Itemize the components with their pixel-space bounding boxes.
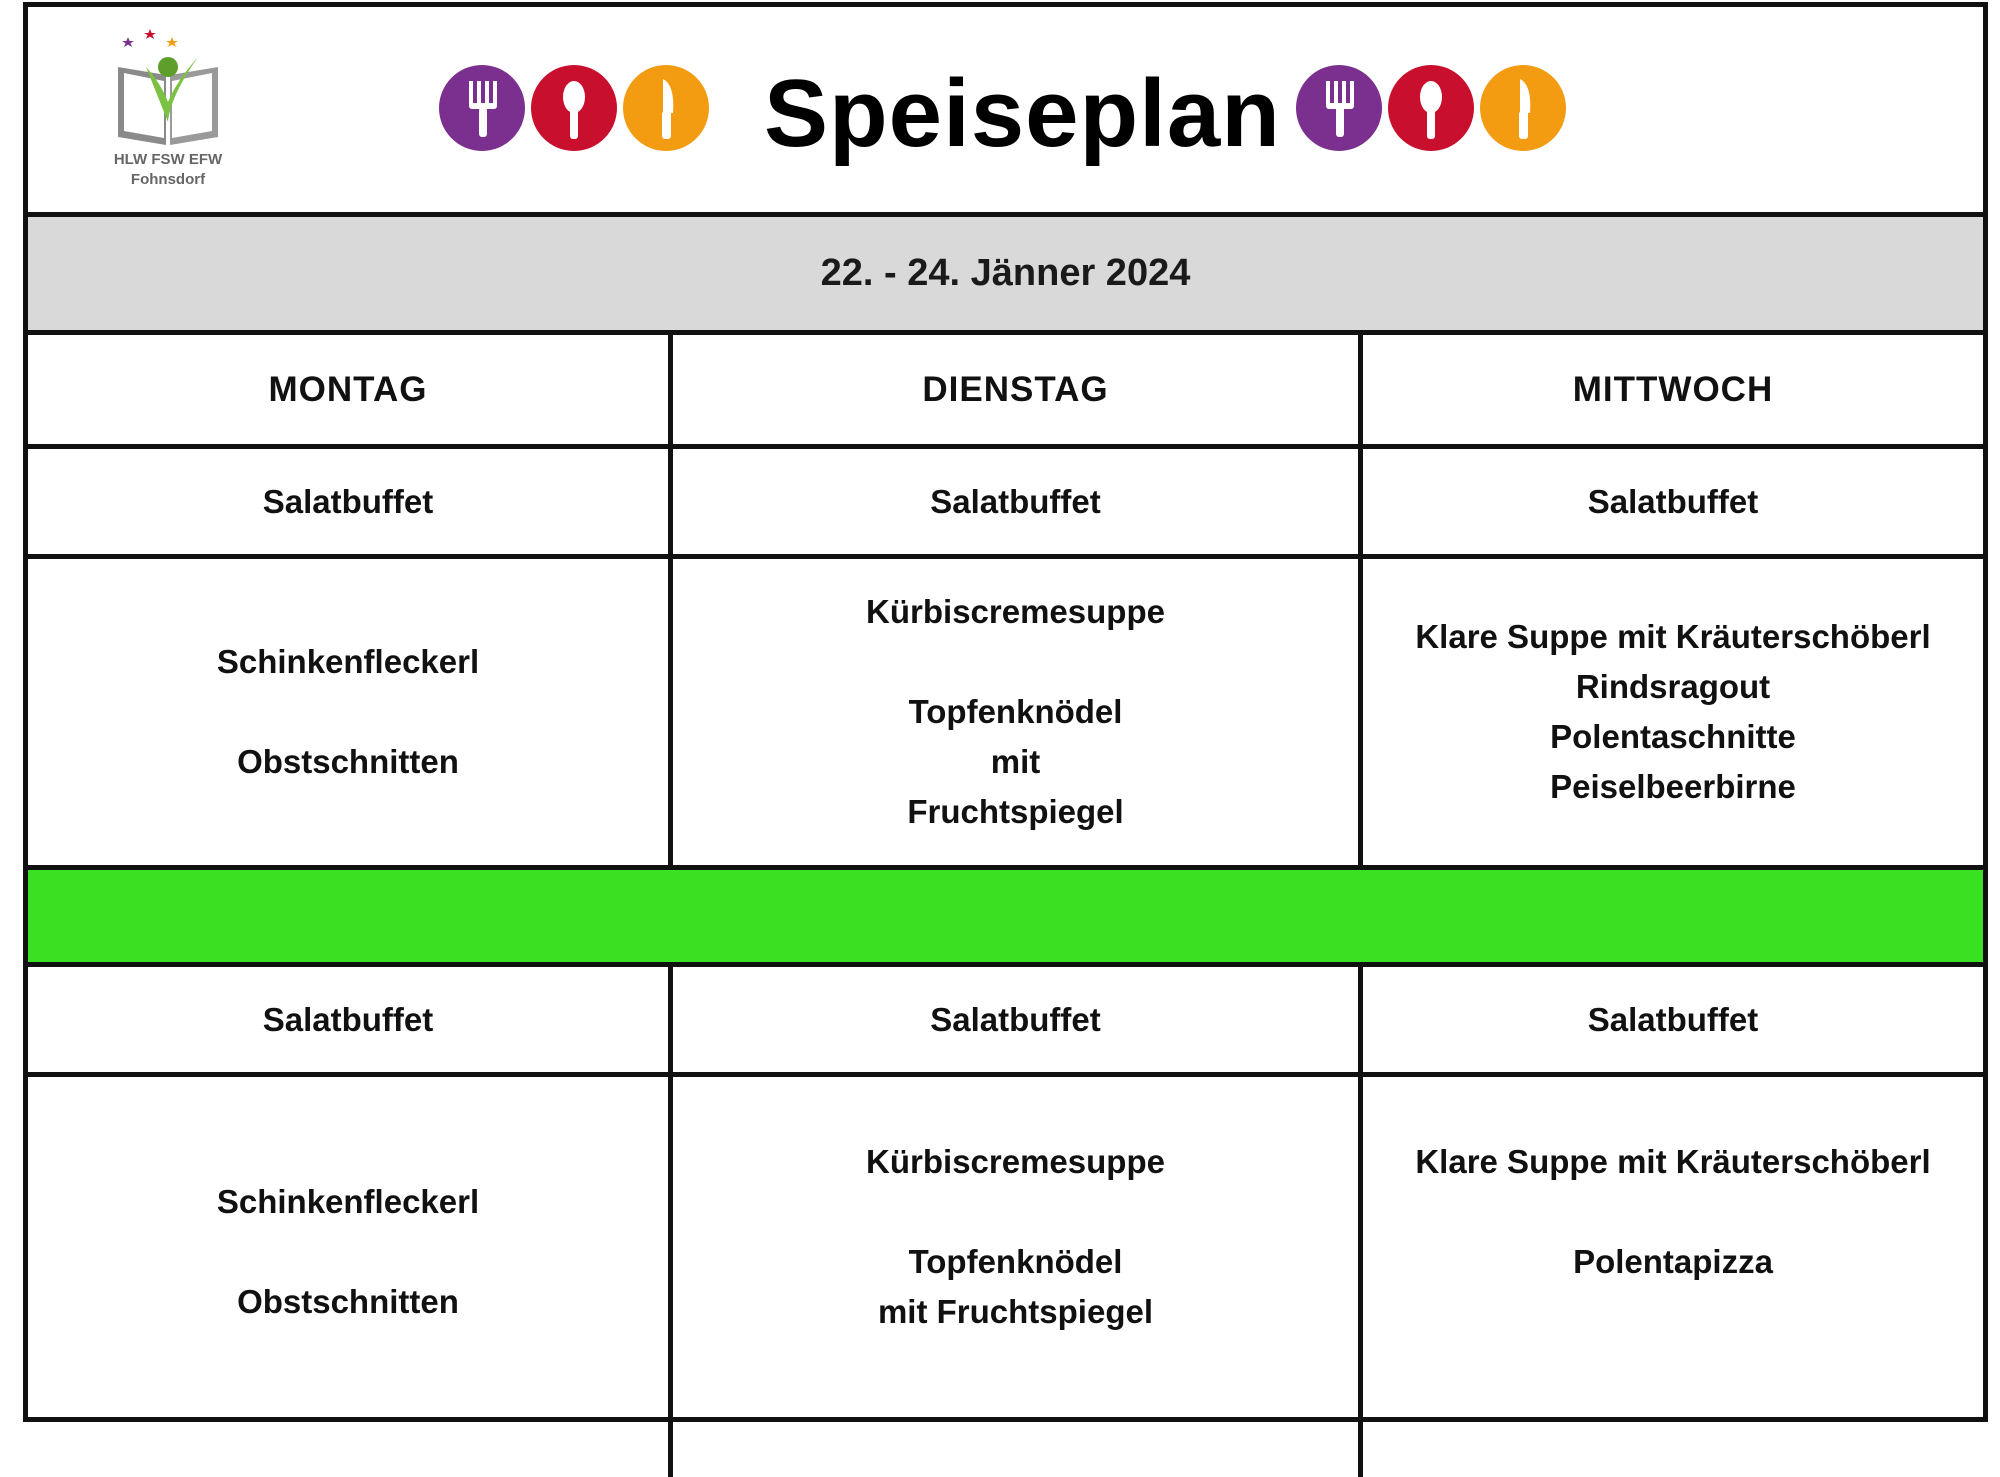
menu-line: mit Fruchtspiegel [877, 1293, 1154, 1330]
salad-row-1 [28, 449, 1983, 559]
menu-monday [28, 1077, 673, 1477]
header [28, 7, 1983, 217]
school-logo [88, 27, 248, 197]
menu-line: Topfenknödel [908, 1243, 1123, 1280]
menu-line: Schinkenfleckerl [216, 1183, 480, 1220]
spoon-icon [531, 65, 617, 151]
menu-row-2 [28, 1077, 1983, 1477]
menu-tuesday [673, 559, 1363, 865]
menu-wednesday [1363, 1077, 1983, 1477]
salad-wednesday: Salatbuffet [1587, 482, 1759, 520]
book-logo-icon [88, 27, 248, 147]
menu-line: Schinkenfleckerl [216, 643, 480, 680]
salad-monday: Salatbuffet [28, 449, 673, 554]
menu-row-1 [28, 559, 1983, 870]
menu-line: Obstschnitten [237, 743, 459, 780]
menu-monday [28, 559, 673, 865]
menu-line: Topfenknödel [908, 693, 1123, 730]
menu-line: Kürbiscremesuppe [866, 593, 1165, 630]
knife-icon [1480, 65, 1566, 151]
salad-monday: Salatbuffet [28, 967, 673, 1072]
day-wednesday: MITTWOCH [1572, 369, 1774, 409]
menu-table [28, 335, 1983, 1477]
salad-tuesday: Salatbuffet [673, 449, 1363, 554]
salad-tuesday: Salatbuffet [673, 967, 1363, 1072]
day-tuesday: DIENSTAG [673, 335, 1363, 444]
day-monday: MONTAG [28, 335, 673, 444]
salad-row-2 [28, 967, 1983, 1077]
menu-line: Fruchtspiegel [907, 793, 1124, 830]
menu-tuesday [673, 1077, 1363, 1477]
logo-line-1: HLW FSW EFW [113, 151, 223, 168]
menu-line: Rindsragout [1575, 668, 1771, 705]
cutlery-icons-left [439, 65, 709, 157]
menu-line: mit [990, 743, 1041, 780]
menu-line: Klare Suppe mit Kräuterschöberl [1415, 618, 1931, 655]
date-range-bar [28, 217, 1983, 335]
day-header-row [28, 335, 1983, 449]
menu-line: Klare Suppe mit Kräuterschöberl [1415, 1143, 1931, 1180]
menu-line: Peiselbeerbirne [1550, 768, 1796, 805]
fork-icon [439, 65, 525, 151]
knife-icon [623, 65, 709, 151]
menu-wednesday [1363, 559, 1983, 865]
menu-line: Obstschnitten [237, 1283, 459, 1320]
salad-wednesday: Salatbuffet [1587, 1000, 1759, 1038]
fork-icon [1296, 65, 1382, 151]
logo-line-2: Fohnsdorf [130, 171, 206, 188]
menu-line: Polentaschnitte [1550, 718, 1796, 755]
date-range: 22. - 24. Jänner 2024 [820, 252, 1191, 294]
page-title: Speiseplan [764, 60, 1281, 167]
menu-line: Kürbiscremesuppe [866, 1143, 1165, 1180]
menu-sheet [23, 2, 1988, 1422]
green-divider-bar [28, 870, 1983, 967]
cutlery-icons-right [1296, 65, 1566, 157]
menu-line: Polentapizza [1573, 1243, 1773, 1280]
spoon-icon [1388, 65, 1474, 151]
